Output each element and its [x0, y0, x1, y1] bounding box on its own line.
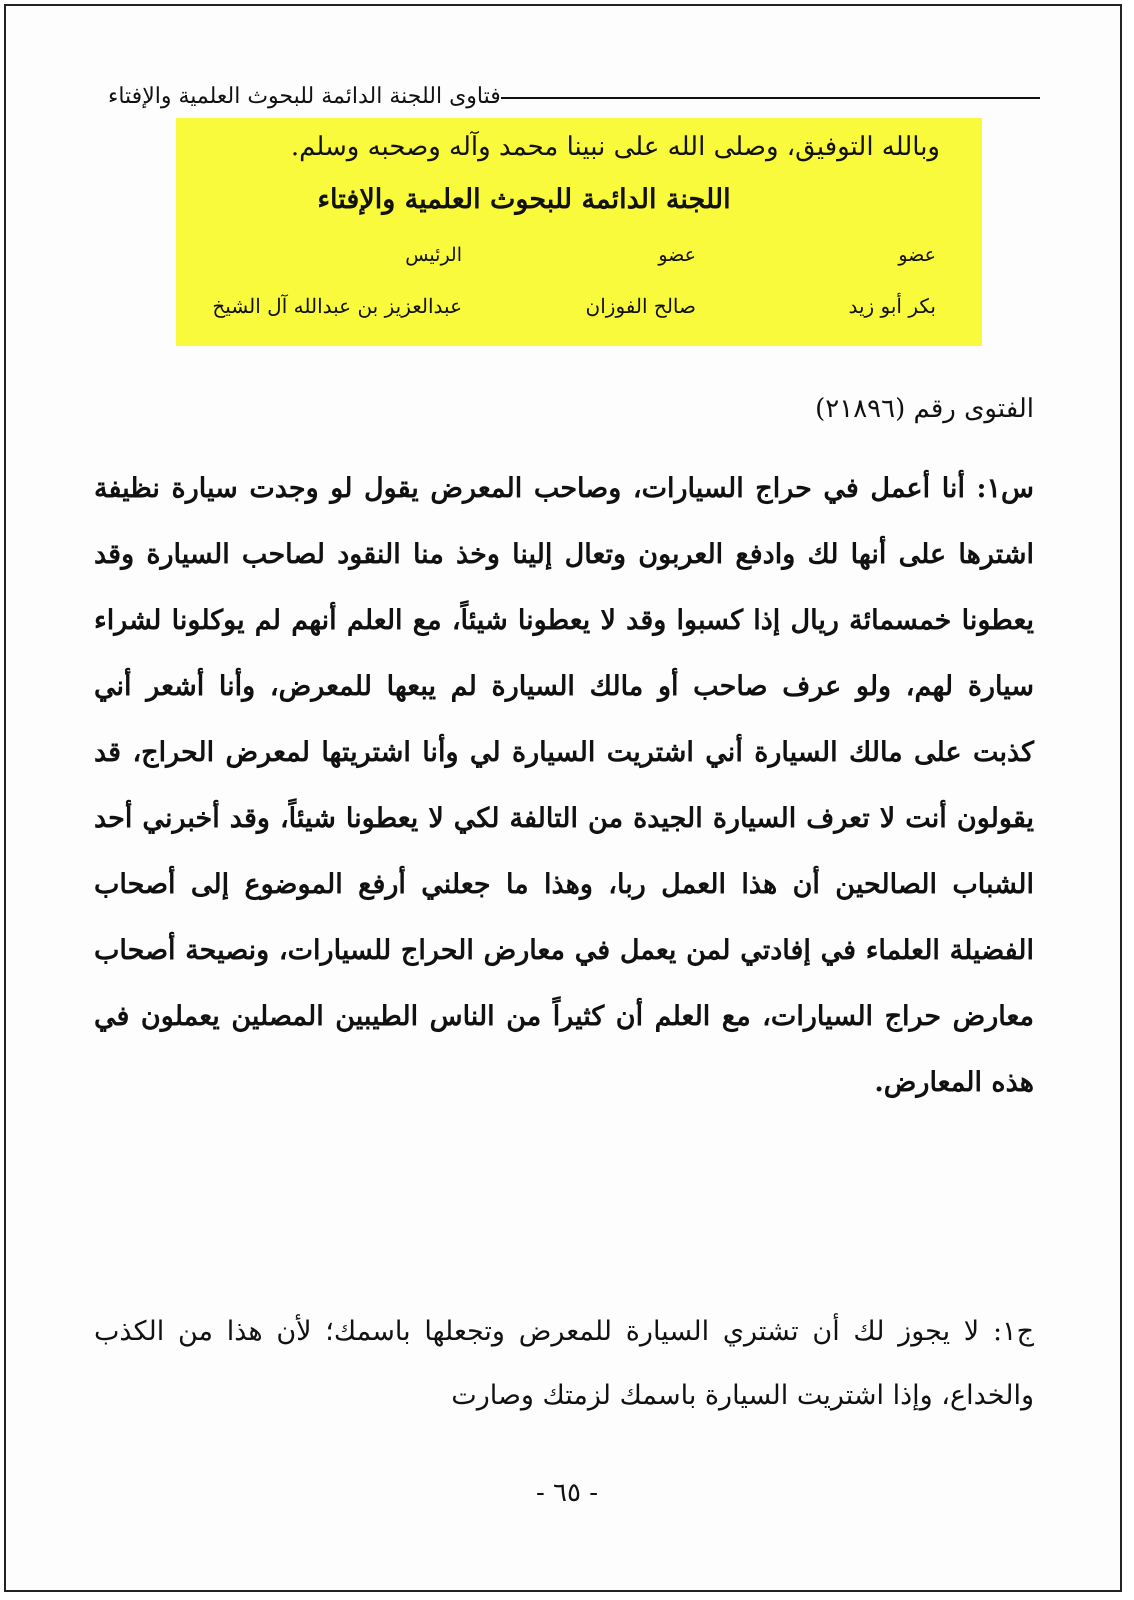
- name-president: عبدالعزيز بن عبدالله آل الشيخ: [212, 294, 462, 318]
- closing-line: وبالله التوفيق، وصلى الله على نبينا محمد وآله وصحبه وسلم.: [290, 132, 940, 162]
- running-header-title: فتاوى اللجنة الدائمة للبحوث العلمية والإفتاء: [108, 83, 501, 109]
- highlighted-signature-block: [176, 118, 982, 346]
- role-president: الرئيس: [405, 244, 462, 266]
- role-member-2: عضو: [658, 244, 696, 266]
- name-row: [176, 294, 982, 324]
- running-header: [100, 78, 1040, 114]
- committee-name: اللجنة الدائمة للبحوث العلمية والإفتاء: [317, 184, 731, 215]
- answer-paragraph: ج١: لا يجوز لك أن تشتري السيارة للمعرض وتجعلها باسمك؛ لأن هذا من الكذب والخداع، وإذا اشتريت السيارة باسمك لزمتك وصارت: [94, 1316, 1034, 1411]
- question-paragraph: س١: أنا أعمل في حراج السيارات، وصاحب المعرض يقول لو وجدت سيارة نظيفة اشترها على أنها لك وادفع العربون وتعال إلينا وخذ منا النقود لصاحب السيارة وقد يعطونا خمسمائة ريال إذا كسبوا وقد لا يعطونا شيئاً، مع العلم أنهم لم يوكلونا لشراء سيارة لهم، ولو عرف صاحب أو مالك السيارة لم يبعها للمعرض، وأنا أشعر أني كذبت على مالك السيارة أني اشتريت السيارة لي وأنا اشتريتها لمعرض الحراج، قد يقولون أنت لا تعرف السيارة الجيدة من التالفة لكي لا يعطونا شيئاً، وقد أخبرني أحد الشباب الصالحين أن هذا العمل ربا، وهذا ما جعلني أرفع الموضوع إلى أصحاب الفضيلة العلماء في إفادتي لمن يعمل في معارض الحراج للسيارات، ونصيحة أصحاب معارض حراج السيارات، مع العلم أن كثيراً من الناس الطيبين المصلين يعملون في هذه المعارض.: [94, 473, 1034, 1098]
- name-member-2: صالح الفوزان: [585, 294, 696, 318]
- name-member-1: بكر أبو زيد: [848, 294, 936, 318]
- fatwa-number: الفتوى رقم (٢١٨٩٦): [815, 394, 1034, 424]
- page-number: - ٦٥ -: [535, 1478, 599, 1508]
- role-row: [176, 244, 982, 274]
- header-rule: [501, 97, 1040, 99]
- role-member-1: عضو: [898, 244, 936, 266]
